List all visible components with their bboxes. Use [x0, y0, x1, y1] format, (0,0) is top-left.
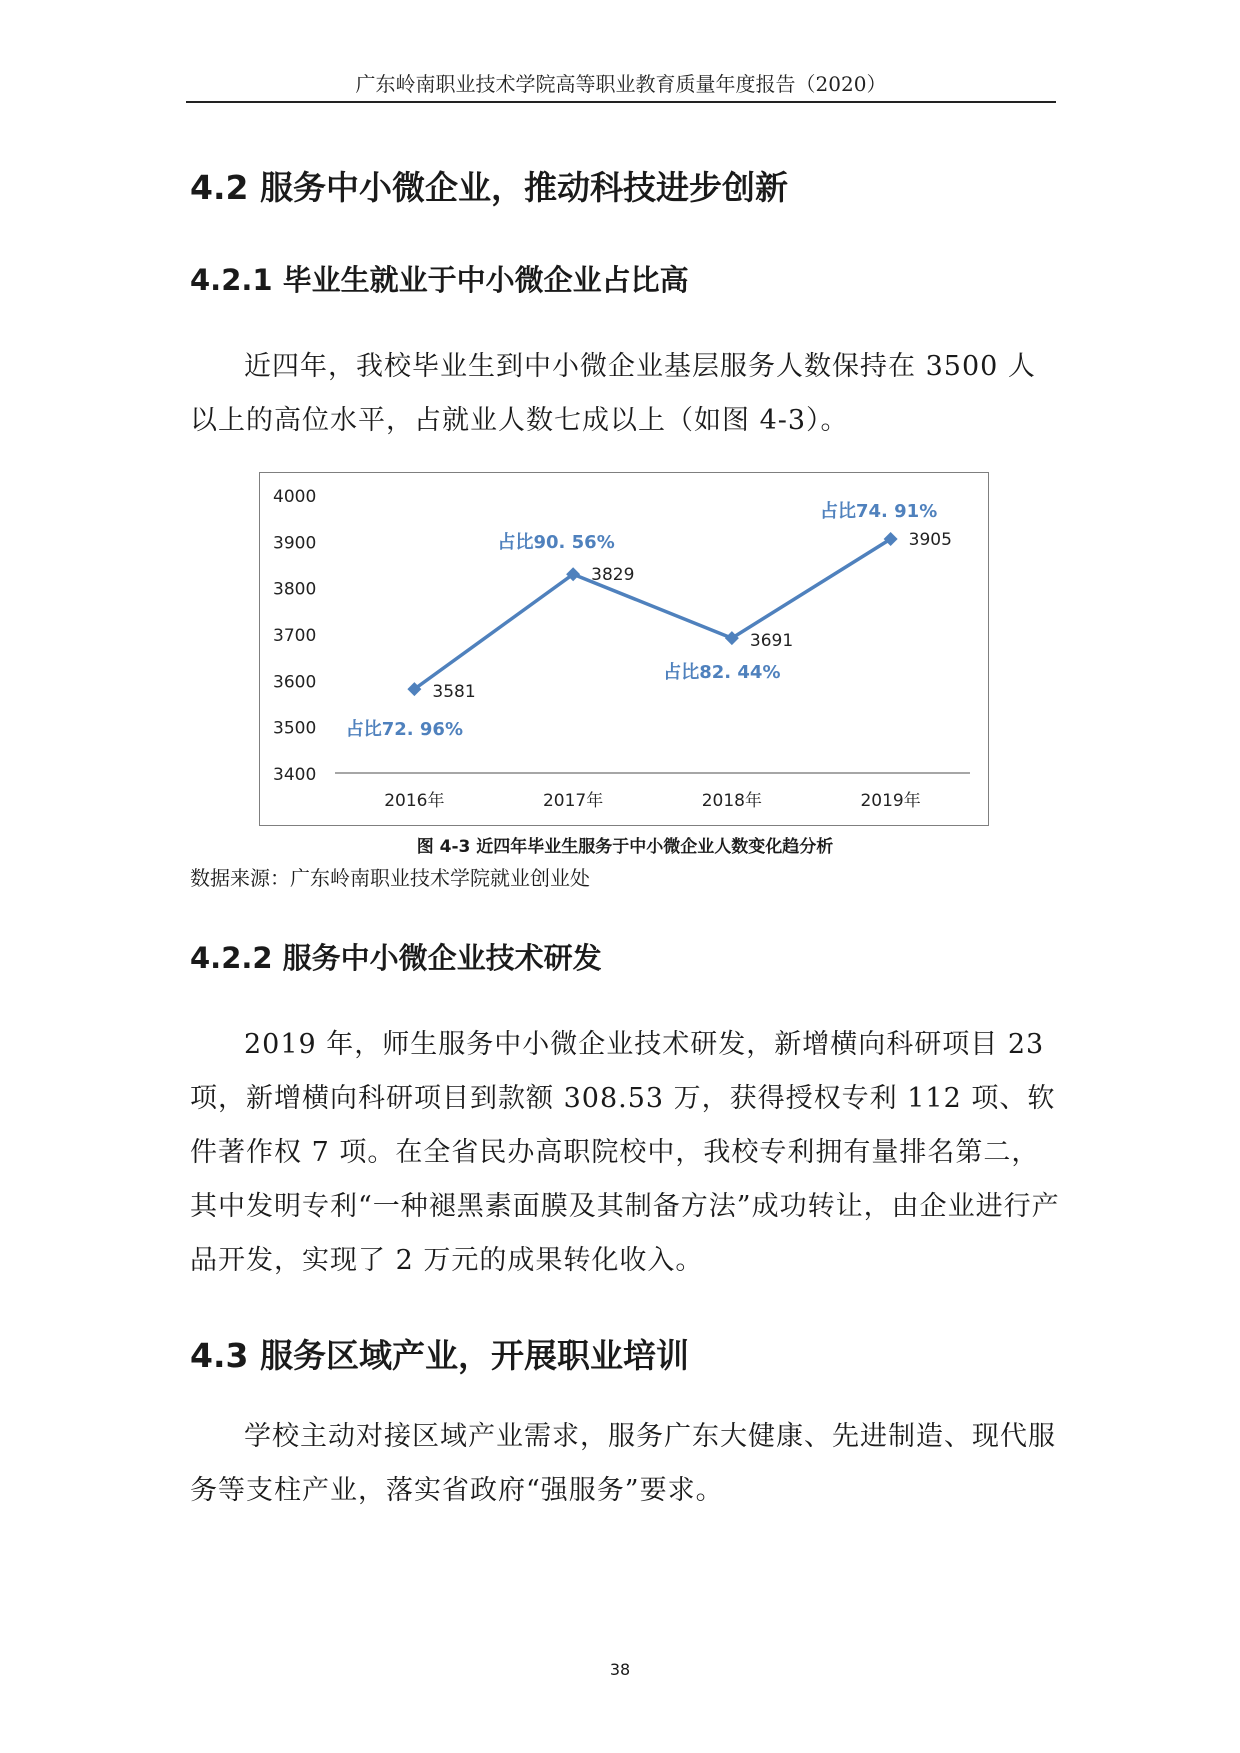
header-rule [186, 101, 1056, 103]
figure-caption: 图 4-3 近四年毕业生服务于中小微企业人数变化趋分析 [416, 837, 834, 857]
header-title: 广东岭南职业技术学院高等职业教育质量年度报告（2020） [355, 72, 887, 96]
figure-source: 数据来源：广东岭南职业技术学院就业创业处 [190, 866, 590, 890]
y-tick-label: 3500 [273, 718, 317, 739]
data-value-label: 3581 [432, 682, 476, 703]
ratio-annotation-label: 占比72. 96% [345, 719, 463, 741]
section-4-2-1-paragraph: 近四年，我校毕业生到中小微企业基层服务人数保持在 3500 人以上的高位水平，占就业人数七成以上（如图 4-3）。 [190, 351, 1036, 436]
ratio-annotation-label: 占比74. 91% [820, 501, 938, 523]
line-chart [260, 473, 990, 827]
series-markers [407, 532, 897, 696]
ratio-annotations [346, 500, 938, 740]
figure-4-3-chart [259, 472, 989, 826]
y-axis [273, 487, 316, 785]
x-tick-label: 2018年 [701, 791, 763, 811]
y-tick-label: 3400 [273, 765, 317, 785]
ratio-annotation-label: 占比90. 56% [497, 532, 615, 554]
x-tick-label: 2017年 [542, 791, 604, 811]
ratio-annotation-label: 占比82. 44% [663, 662, 781, 684]
page-number: 38 [609, 1660, 631, 1679]
section-4-2-2-title: 4.2.2 服务中小微企业技术研发 [190, 941, 602, 975]
x-tick-label: 2019年 [860, 791, 921, 811]
series-line [414, 539, 890, 689]
y-tick-label: 4000 [273, 487, 317, 507]
y-tick-label: 3700 [273, 626, 317, 646]
data-value-label: 3905 [908, 530, 952, 551]
x-axis [384, 790, 921, 811]
section-4-2-title: 4.2 服务中小微企业，推动科技进步创新 [190, 168, 788, 207]
y-tick-label: 3900 [273, 533, 317, 554]
y-tick-label: 3600 [273, 672, 317, 693]
section-4-2-2-paragraph: 2019 年，师生服务中小微企业技术研发，新增横向科研项目 23 项，新增横向科研项目到款额 308.53 万，获得授权专利 112 项、软件著作权 7 项。在全省民办高职院校中，我校专利拥有量排名第二，其中发明专利“一种褪黑素面膜及其制备方法”成功转让，由企业进行产品开发，实现了 2 万元的成果转化收入。 [190, 1029, 1060, 1276]
y-tick-label: 3800 [273, 579, 317, 600]
section-4-2-1-title: 4.2.1 毕业生就业于中小微企业占比高 [190, 263, 689, 297]
data-value-label: 3829 [591, 565, 635, 586]
x-tick-label: 2016年 [384, 791, 445, 811]
section-4-3-title: 4.3 服务区域产业，开展职业培训 [190, 1336, 689, 1375]
data-value-label: 3691 [749, 631, 794, 652]
section-4-3-paragraph: 学校主动对接区域产业需求，服务广东大健康、先进制造、现代服务等支柱产业，落实省政府“强服务”要求。 [190, 1421, 1056, 1506]
